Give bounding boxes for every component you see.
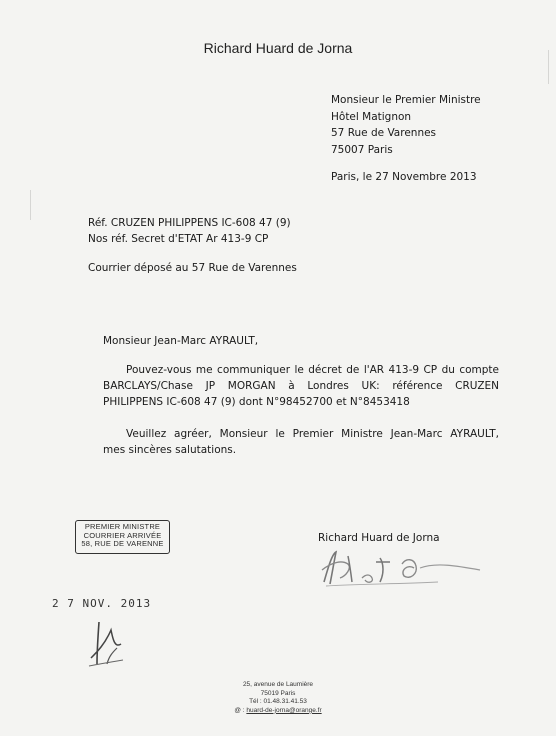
- body-line: Veuillez agréer, Monsieur le Premier Ministre Jean-Marc AYRAULT,: [126, 428, 499, 440]
- letter-date: Paris, le 27 Novembre 2013: [331, 171, 477, 183]
- recipient-line: 75007 Paris: [331, 143, 393, 156]
- paper-fold-mark: [30, 190, 31, 220]
- signer-name: Richard Huard de Jorna: [318, 532, 440, 544]
- recipient-line: Monsieur le Premier Ministre: [331, 94, 481, 106]
- reception-stamp: [75, 520, 170, 554]
- reference-line: Réf. CRUZEN PHILIPPENS IC-608 47 (9): [88, 217, 291, 229]
- handwritten-initials: [85, 618, 135, 670]
- sender-name: Richard Huard de Jorna: [203, 40, 353, 56]
- email-link[interactable]: huard-de-jorna@orange.fr: [246, 706, 322, 714]
- salutation: Monsieur Jean-Marc AYRAULT,: [103, 335, 259, 347]
- body-paragraph-closing: [103, 426, 499, 458]
- recipient-address: [331, 92, 481, 158]
- body-line: Pouvez-vous me communiquer le décret de l'AR 413-9 CP du compte: [126, 364, 499, 376]
- email-prefix: @ :: [234, 706, 247, 714]
- footer-address: 25, avenue de Laumière: [242, 681, 314, 688]
- footer-phone: Tél : 01.48.31.41.53: [249, 698, 307, 706]
- our-reference-line: Nos réf. Secret d'ETAT Ar 413-9 CP: [88, 232, 269, 245]
- date-stamp: 2 7 NOV. 2013: [52, 597, 152, 610]
- references: [88, 216, 291, 247]
- recipient-line: 57 Rue de Varennes: [331, 127, 437, 139]
- body-line: BARCLAYS/Chase JP MORGAN à Londres UK: référence CRUZEN: [103, 380, 499, 392]
- footer-city: 75019 Paris: [260, 689, 296, 697]
- stamp-line: COURRIER ARRIVÉE: [83, 530, 162, 540]
- handwritten-signature: [318, 548, 488, 588]
- recipient-line: Hôtel Matignon: [331, 110, 412, 123]
- body-paragraph-request: [103, 362, 499, 410]
- body-line: mes sincères salutations.: [103, 444, 237, 456]
- body-line: PHILIPPENS IC-608 47 (9) dont N°98452700 et N°8453418: [103, 396, 410, 408]
- footer-email-row: [0, 707, 556, 716]
- stamp-line: 58, RUE DE VARENNE: [81, 539, 164, 549]
- delivery-note: Courrier déposé au 57 Rue de Varennes: [88, 262, 297, 274]
- stamp-line: PREMIER MINISTRE: [84, 522, 161, 531]
- sender-contact-footer: [0, 681, 556, 715]
